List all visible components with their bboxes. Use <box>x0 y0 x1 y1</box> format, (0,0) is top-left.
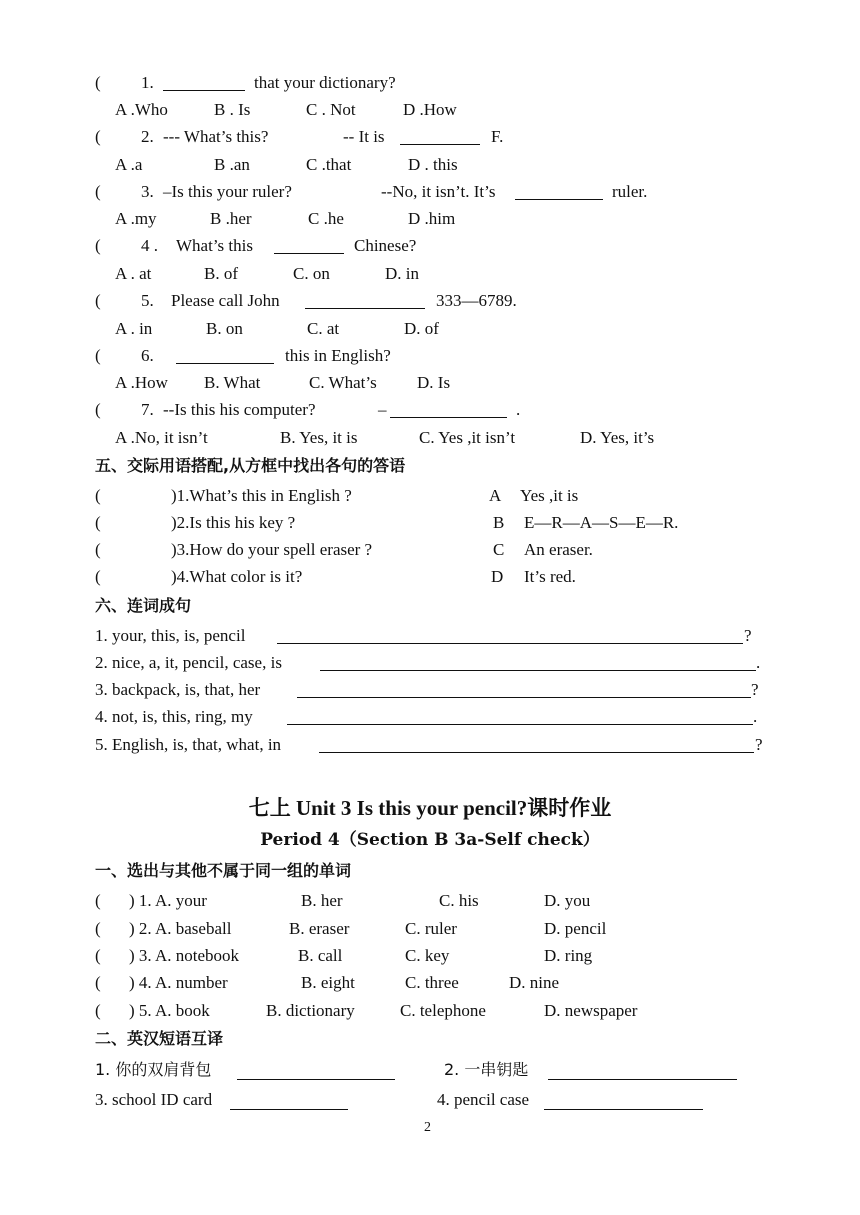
answer-line[interactable] <box>277 625 743 644</box>
option-a: ) 2. A. baseball <box>129 919 232 938</box>
paren: ( <box>95 567 101 586</box>
option-b: B. eight <box>301 973 355 992</box>
q-text-end: ruler. <box>612 182 648 201</box>
option-d: D. nine <box>509 973 560 992</box>
q-number: 3. <box>141 182 154 201</box>
paren: ( <box>95 919 101 938</box>
paren: ( <box>95 891 101 910</box>
option-c: C .that <box>306 155 352 174</box>
paren: ( <box>95 540 101 559</box>
option-d: D. pencil <box>544 919 607 938</box>
match-letter: B <box>493 513 505 532</box>
option-d: D. in <box>385 264 419 283</box>
paren: ( <box>95 513 101 532</box>
option-d: D .How <box>403 100 457 119</box>
q-number: 1. <box>141 73 154 92</box>
option-b: B. on <box>206 319 243 338</box>
q-text: Please call John <box>171 291 280 310</box>
answer-blank[interactable] <box>515 181 603 200</box>
paren: ( <box>95 400 101 419</box>
option-a: ) 5. A. book <box>129 1001 210 1020</box>
q-text-end: 333—6789. <box>436 291 517 310</box>
answer-blank[interactable] <box>274 235 344 254</box>
answer-line[interactable] <box>319 734 754 753</box>
answer-line[interactable] <box>544 1089 703 1110</box>
q-number: 2. <box>141 127 154 146</box>
option-c: C. telephone <box>400 1001 486 1020</box>
paren: ( <box>95 946 101 965</box>
option-b: B .her <box>210 209 252 228</box>
end-punct: ? <box>755 735 763 754</box>
paren: ( <box>95 182 101 201</box>
option-c: C . Not <box>306 100 356 119</box>
end-punct: ? <box>744 626 752 645</box>
option-a: ) 3. A. notebook <box>129 946 240 965</box>
match-question: )1.What’s this in English ? <box>171 486 352 505</box>
match-answer: An eraser. <box>524 540 593 559</box>
phrase: 3. school ID card <box>95 1090 213 1109</box>
q-text-answer: --No, it isn’t. It’s <box>381 182 496 201</box>
match-answer: It’s red. <box>524 567 576 586</box>
answer-blank[interactable] <box>390 399 507 418</box>
q-number: 5. <box>141 291 154 310</box>
phrase: 4. pencil case <box>437 1090 530 1109</box>
answer-line[interactable] <box>237 1059 395 1080</box>
match-letter: D <box>491 567 504 586</box>
phrase: 1. 你的双肩背包 <box>95 1060 212 1079</box>
answer-blank[interactable] <box>163 72 245 91</box>
match-letter: C <box>493 540 505 559</box>
section-title-odd-one-out: 一、选出与其他不属于同一组的单词 <box>95 861 352 880</box>
option-a: ) 4. A. number <box>129 973 228 992</box>
match-letter: A <box>489 486 502 505</box>
answer-line[interactable] <box>297 679 751 698</box>
q-text: --Is this his computer? <box>163 400 316 419</box>
q-number: 7. <box>141 400 154 419</box>
option-b: B. Yes, it is <box>280 428 358 447</box>
reorder-words: 5. English, is, that, what, in <box>95 735 282 754</box>
q-number: 6. <box>141 346 154 365</box>
section-title-6: 六、连词成句 <box>95 596 192 615</box>
q-text: this in English? <box>285 346 391 365</box>
option-b: B . Is <box>214 100 251 119</box>
option-c: C. Yes ,it isn’t <box>419 428 516 447</box>
option-d: D. you <box>544 891 591 910</box>
match-answer: Yes ,it is <box>520 486 579 505</box>
paren: ( <box>95 291 101 310</box>
match-answer: E—R—A—S—E—R. <box>524 513 679 532</box>
paren: ( <box>95 1001 101 1020</box>
section-title-translate: 二、英汉短语互译 <box>95 1029 224 1048</box>
option-c: C. key <box>405 946 450 965</box>
option-d: D. Is <box>417 373 451 392</box>
option-a: A .my <box>115 209 157 228</box>
answer-blank[interactable] <box>400 126 480 145</box>
reorder-words: 4. not, is, this, ring, my <box>95 707 253 726</box>
q-number: 4 . <box>141 236 158 255</box>
reorder-words: 3. backpack, is, that, her <box>95 680 261 699</box>
page-number: 2 <box>424 1120 431 1135</box>
option-d: D. of <box>404 319 439 338</box>
option-b: B. dictionary <box>266 1001 355 1020</box>
option-d: D. ring <box>544 946 593 965</box>
end-punct: . <box>756 653 761 672</box>
option-c: C .he <box>308 209 344 228</box>
option-c: C. on <box>293 264 330 283</box>
reorder-words: 2. nice, a, it, pencil, case, is <box>95 653 282 672</box>
q-text-answer: -- It is <box>343 127 385 146</box>
answer-line[interactable] <box>287 706 753 725</box>
answer-blank[interactable] <box>176 345 274 364</box>
page-subtitle: Period 4（Section B 3a-Self check） <box>260 830 600 850</box>
option-d: D . this <box>408 155 458 174</box>
phrase: 2. 一串钥匙 <box>444 1060 529 1079</box>
option-a: A .How <box>115 373 168 392</box>
reorder-words: 1. your, this, is, pencil <box>95 626 246 645</box>
paren: ( <box>95 973 101 992</box>
match-question: )3.How do your spell eraser ? <box>171 540 373 559</box>
paren: ( <box>95 73 101 92</box>
answer-line[interactable] <box>548 1059 737 1080</box>
option-b: B. her <box>301 891 343 910</box>
option-a: A . in <box>115 319 153 338</box>
option-c: C. three <box>405 973 459 992</box>
paren: ( <box>95 486 101 505</box>
option-d: D .him <box>408 209 456 228</box>
page-title: 七上 Unit 3 Is this your pencil?课时作业 <box>248 796 612 820</box>
option-a: ) 1. A. your <box>129 891 207 910</box>
q-text-end: F. <box>491 127 504 146</box>
option-a: A .a <box>115 155 143 174</box>
q-text: What’s this <box>176 236 253 255</box>
option-a: A .Who <box>115 100 168 119</box>
match-question: )2.Is this his key ? <box>171 513 296 532</box>
option-d: D. Yes, it’s <box>580 428 655 447</box>
option-b: B. What <box>204 373 261 392</box>
option-d: D. newspaper <box>544 1001 638 1020</box>
section-title-5: 五、交际用语搭配,从方框中找出各句的答语 <box>95 456 406 475</box>
option-c: C. his <box>439 891 479 910</box>
option-a: A .No, it isn’t <box>115 428 208 447</box>
option-b: B. eraser <box>289 919 350 938</box>
option-b: B .an <box>214 155 250 174</box>
end-punct: ? <box>751 680 759 699</box>
option-a: A . at <box>115 264 152 283</box>
option-c: C. at <box>307 319 340 338</box>
q-text-end: Chinese? <box>354 236 417 255</box>
q-text-answer: – <box>378 400 387 419</box>
paren: ( <box>95 127 101 146</box>
q-text: –Is this your ruler? <box>163 182 292 201</box>
answer-line[interactable] <box>230 1089 348 1110</box>
option-c: C. What’s <box>309 373 377 392</box>
q-text-end: . <box>516 400 521 419</box>
answer-blank[interactable] <box>305 290 425 309</box>
end-punct: . <box>753 707 758 726</box>
q-text: --- What’s this? <box>163 127 269 146</box>
option-b: B. call <box>298 946 343 965</box>
q-text: that your dictionary? <box>254 73 396 92</box>
answer-line[interactable] <box>320 652 756 671</box>
paren: ( <box>95 236 101 255</box>
match-question: )4.What color is it? <box>171 567 303 586</box>
option-b: B. of <box>204 264 238 283</box>
option-c: C. ruler <box>405 919 457 938</box>
paren: ( <box>95 346 101 365</box>
